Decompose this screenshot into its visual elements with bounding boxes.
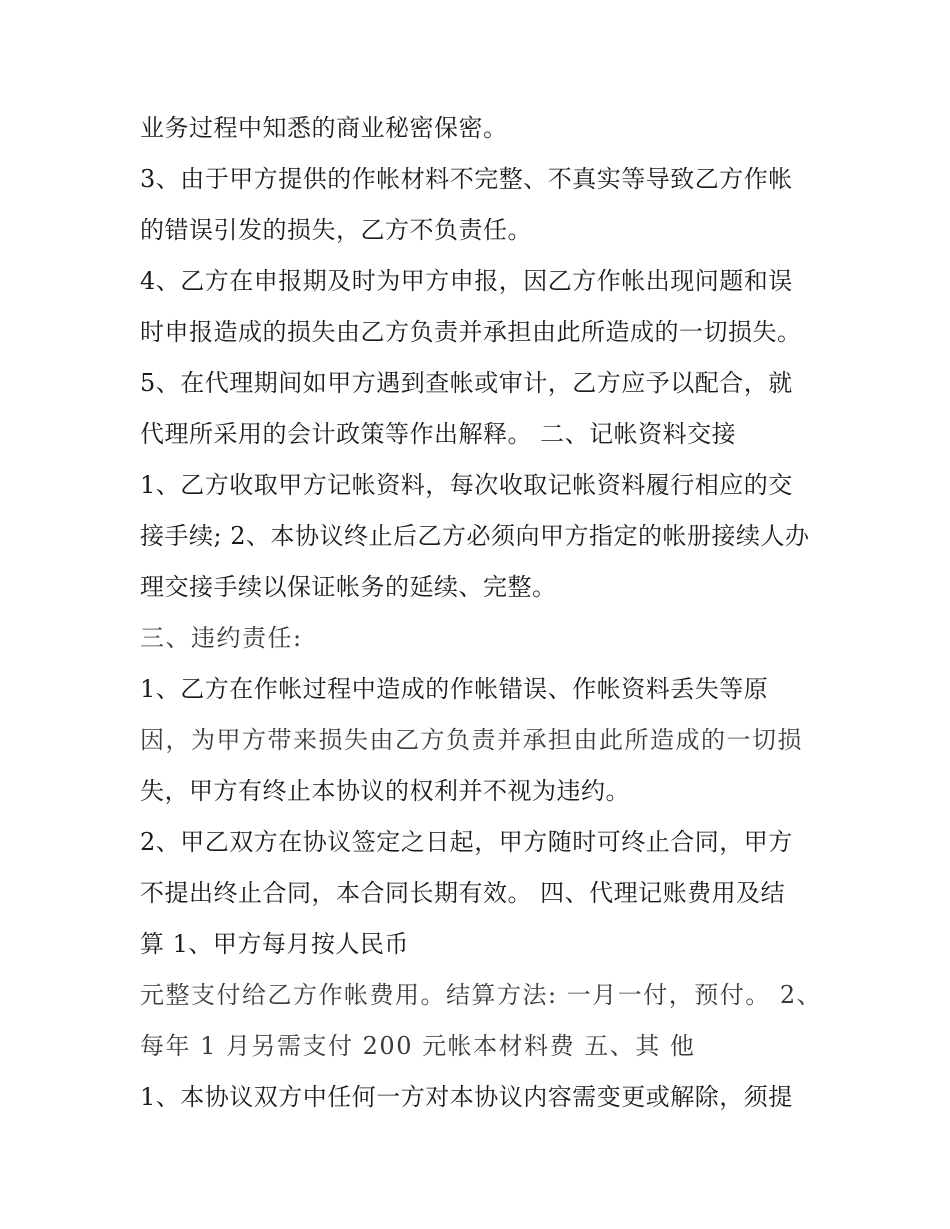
paragraph-line: 5、在代理期间如甲方遇到查帐或审计，乙方应予以配合，就 bbox=[140, 369, 793, 397]
paragraph-line: 3、由于甲方提供的作帐材料不完整、不真实等导致乙方作帐 bbox=[140, 165, 793, 193]
paragraph-line: 1、乙方在作帐过程中造成的作帐错误、作帐资料丢失等原 bbox=[140, 675, 769, 703]
paragraph-line: 1、本协议双方中任何一方对本协议内容需变更或解除，须提 bbox=[140, 1083, 793, 1111]
paragraph-line: 代理所采用的会计政策等作出解释。 二、记帐资料交接 bbox=[140, 420, 737, 448]
paragraph-line: 的错误引发的损失，乙方不负责任。 bbox=[140, 216, 532, 244]
paragraph-line: 接手续; 2、本协议终止后乙方必须向甲方指定的帐册接续人办 bbox=[140, 522, 810, 550]
paragraph-line: 业务过程中知悉的商业秘密保密。 bbox=[140, 114, 508, 142]
paragraph-line: 2、甲乙双方在协议签定之日起，甲方随时可终止合同，甲方 bbox=[140, 828, 793, 856]
paragraph-line: 理交接手续以保证帐务的延续、完整。 bbox=[140, 573, 557, 601]
paragraph-line: 因，为甲方带来损失由乙方负责并承担由此所造成的一切损 bbox=[140, 726, 803, 754]
paragraph-line: 每年 1 月另需支付 200 元帐本材料费 五、其 他 bbox=[140, 1032, 696, 1060]
paragraph-line: 1、乙方收取甲方记帐资料，每次收取记帐资料履行相应的交 bbox=[140, 471, 793, 499]
paragraph-line: 4、乙方在申报期及时为甲方申报，因乙方作帐出现问题和误 bbox=[140, 267, 793, 295]
paragraph-line: 失，甲方有终止本协议的权利并不视为违约。 bbox=[140, 777, 630, 805]
paragraph-line: 算 1、甲方每月按人民币 bbox=[140, 930, 409, 958]
section-heading: 三、违约责任: bbox=[140, 624, 303, 652]
paragraph-line: 不提出终止合同，本合同长期有效。 四、代理记账费用及结 bbox=[140, 879, 786, 907]
paragraph-line: 时申报造成的损失由乙方负责并承担由此所造成的一切损失。 bbox=[140, 318, 802, 346]
paragraph-line: 元整支付给乙方作帐费用。结算方法: 一月一付，预付。 2、 bbox=[140, 981, 823, 1009]
